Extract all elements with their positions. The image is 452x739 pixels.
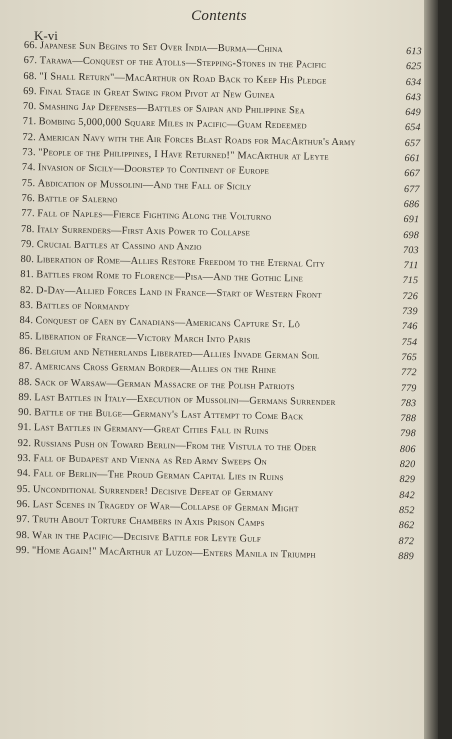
chapter-number: 89. [18, 391, 33, 403]
chapter-page-number: 852 [398, 504, 415, 517]
chapter-page-number: 715 [402, 275, 419, 287]
chapter-title: Fall of Berlin—The Proud German Capital Lies in Ruins [33, 468, 284, 484]
chapter-title: Battle of Salerno [37, 193, 118, 206]
chapter-page-number: 711 [403, 260, 419, 272]
chapter-page-number: 634 [405, 76, 422, 88]
chapter-title: American Navy with the Air Forces Blast Roads for MacArthur's Army [38, 132, 356, 149]
chapter-title: "Home Again!" MacArthur at Luzon—Enters Manila in Triumph [31, 544, 316, 561]
chapter-number: 73. [22, 147, 36, 159]
chapter-title: Smashing Jap Defenses—Battles of Saipan and Philippine Sea [38, 101, 305, 117]
chapter-number: 81. [20, 269, 34, 281]
chapter-title: Last Battles in Italy—Execution of Mussolini—Germans Surrender [34, 392, 336, 408]
chapter-number: 78. [20, 223, 35, 235]
chapter-title: "I Shall Return"—MacArthur on Road Back to Keep His Pledge [39, 70, 327, 87]
chapter-title: Invasion of Sicily—Doorstep to Continent of Europe [37, 162, 270, 178]
chapter-title: Battle of the Bulge—Germany's Last Attempt to Come Back [34, 407, 304, 423]
chapter-page-number: 754 [401, 336, 418, 348]
chapter-title: Russians Push on Toward Berlin—From the Vistula to the Oder [33, 437, 317, 454]
chapter-page-number: 862 [398, 520, 415, 532]
chapter-page-number: 657 [404, 137, 421, 150]
chapter-page-number: 872 [398, 535, 415, 547]
chapter-number: 80. [20, 254, 35, 266]
chapter-number: 79. [20, 238, 35, 251]
page-edge-shadow [424, 0, 438, 739]
chapter-page-number: 806 [399, 443, 416, 455]
chapter-number: 95. [16, 483, 31, 495]
chapter-number: 74. [21, 162, 36, 174]
chapter-title: Last Battles in Germany—Great Cities Fall in Ruins [33, 422, 269, 438]
chapter-title: Fall of Budapest and Vienna as Red Army Sweeps On [33, 453, 268, 468]
chapter-number: 93. [17, 452, 32, 465]
chapter-page-number: 746 [401, 321, 418, 333]
chapter-title: Liberation of France—Victory March Into Paris [35, 330, 251, 346]
chapter-number: 69. [23, 85, 37, 98]
chapter-number: 91. [17, 422, 32, 434]
chapter-title: Belgium and Netherlands Liberated—Allies Invade German Soil [34, 346, 320, 362]
chapter-title: D-Day—Allied Forces Land in France—Start of Western Front [35, 284, 322, 301]
chapter-number: 87. [18, 361, 33, 373]
chapter-page-number: 765 [401, 351, 418, 364]
chapter-number: 76. [21, 192, 36, 205]
chapter-number: 68. [23, 70, 38, 82]
chapter-number: 82. [19, 284, 34, 296]
chapter-title: Abdication of Mussolini—And the Fall of Sicily [37, 177, 252, 193]
chapter-number: 97. [16, 514, 31, 526]
chapter-number: 99. [15, 544, 30, 556]
contents-list [15, 38, 422, 564]
chapter-page-number: 643 [405, 91, 422, 104]
chapter-number: 98. [16, 529, 30, 541]
chapter-title: Tarawa—Conquest of the Atolls—Stepping-Stones in the Pacific [39, 55, 327, 72]
chapter-number: 77. [21, 208, 35, 220]
chapter-title: Liberation of Rome—Allies Restore Freedom to the Eternal City [36, 254, 326, 270]
chapter-page-number: 613 [406, 46, 422, 58]
chapter-number: 90. [18, 407, 32, 419]
chapter-number: 83. [19, 300, 34, 312]
chapter-page-number: 842 [399, 489, 415, 501]
chapter-number: 71. [22, 116, 37, 128]
chapter-title: Final Stage in Great Swing from Pivot at New Guinea [39, 86, 275, 101]
chapter-title: Battles from Rome to Florence—Pisa—And the Gothic Line [36, 269, 304, 285]
chapter-page-number: 667 [404, 168, 420, 180]
chapter-title: Conquest of Caen by Canadians—Americans Capture St. Lô [35, 315, 300, 331]
chapter-page-number: 703 [403, 244, 419, 257]
chapter-page-number: 889 [398, 550, 414, 562]
chapter-title: Fall of Naples—Fierce Fighting Along the Volturno [37, 208, 272, 224]
chapter-page-number: 783 [400, 397, 417, 410]
chapter-page-number: 726 [402, 290, 419, 302]
chapter-number: 94. [17, 468, 31, 480]
chapter-title: Sack of Warsaw—German Massacre of the Polish Patriots [34, 376, 295, 392]
chapter-number: 75. [21, 177, 36, 189]
page-folio: K-vi [34, 28, 58, 43]
chapter-title: Japanese Sun Begins to Set Over India—Burma—China [39, 40, 283, 56]
chapter-number: 70. [22, 101, 37, 113]
chapter-title: Last Scenes in Tragedy of War—Collapse of German Might [32, 499, 299, 515]
chapter-title: Americans Cross German Border—Allies on the Rhine [34, 361, 277, 377]
chapter-title: "People of the Philippines, I Have Returned!" MacArthur at Leyte [38, 147, 329, 163]
chapter-page-number: 820 [399, 458, 416, 471]
chapter-title: Truth About Torture Chambers in Axis Prison Camps [32, 514, 265, 530]
chapter-page-number: 829 [399, 474, 416, 486]
chapter-page-number: 625 [405, 61, 422, 73]
chapter-title: Unconditional Surrender! Decisive Defeat of Germany [32, 483, 274, 499]
chapter-page-number: 788 [400, 413, 417, 425]
chapter-page-number: 698 [403, 229, 420, 241]
chapter-title: Battles of Normandy [35, 300, 130, 313]
chapter-page-number: 661 [404, 153, 421, 165]
chapter-title: Crucial Battles at Cassino and Anzio [36, 239, 202, 253]
chapter-number: 86. [18, 345, 33, 358]
chapter-page-number: 779 [400, 382, 417, 394]
chapter-number: 72. [22, 131, 37, 143]
chapter-number: 67. [23, 55, 38, 67]
chapter-title: War in the Pacific—Decisive Battle for Leyte Gulf [32, 529, 262, 545]
chapter-page-number: 772 [401, 367, 417, 379]
chapter-page-number: 691 [403, 214, 420, 226]
chapter-page-number: 654 [404, 122, 421, 134]
chapter-number: 92. [17, 437, 32, 449]
chapter-page-number: 649 [405, 107, 421, 119]
chapter-title: Bombing 5,000,000 Square Miles in Pacific—Guam Redeemed [38, 116, 307, 132]
page-header-title: Contents [191, 8, 247, 24]
chapter-title: Italy Surrenders—First Axis Power to Collapse [36, 223, 251, 239]
chapter-number: 66. [23, 39, 38, 52]
chapter-number: 88. [18, 376, 33, 388]
chapter-number: 84. [19, 315, 34, 327]
chapter-page-number: 739 [402, 306, 418, 318]
chapter-number: 96. [16, 498, 31, 511]
chapter-page-number: 798 [400, 428, 416, 440]
chapter-number: 85. [19, 330, 33, 342]
chapter-page-number: 677 [403, 183, 420, 195]
chapter-page-number: 686 [403, 198, 420, 211]
